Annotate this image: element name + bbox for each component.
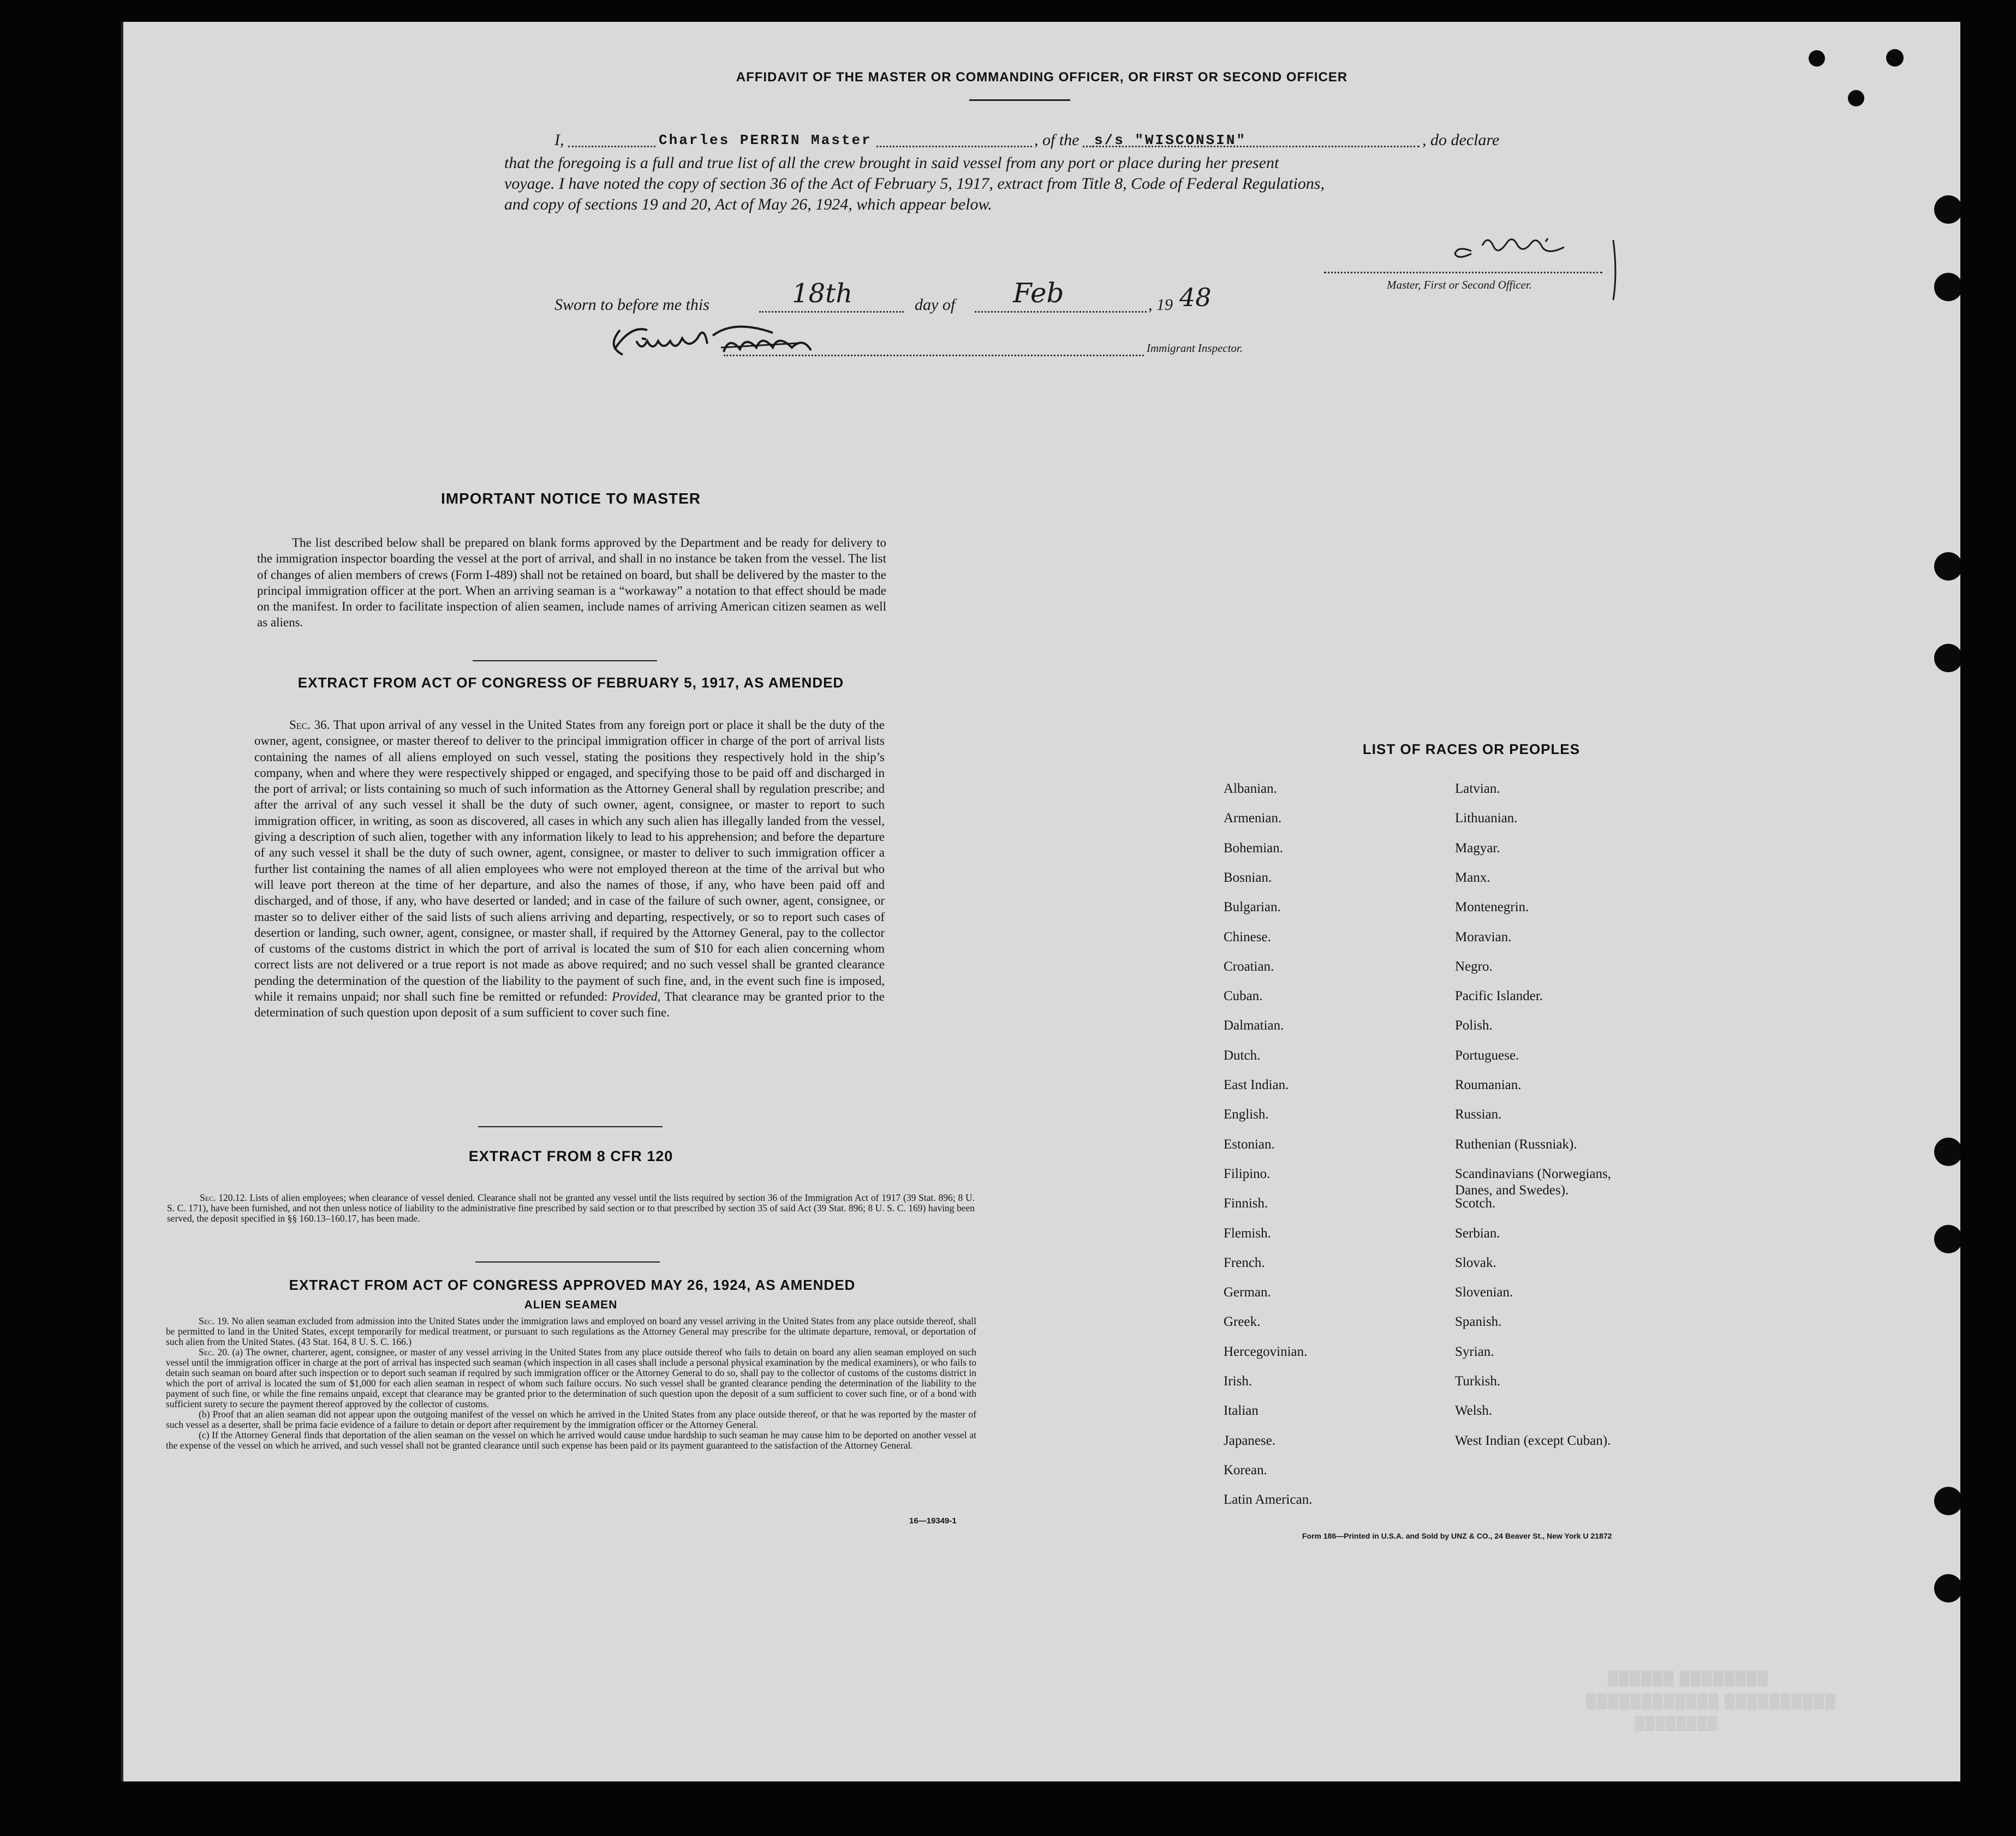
race-item: Dalmatian.: [1224, 1018, 1284, 1033]
race-item: Greek.: [1224, 1314, 1261, 1330]
notice-title: IMPORTANT NOTICE TO MASTER: [440, 490, 701, 507]
race-item: Slovak.: [1455, 1255, 1496, 1270]
of-the-text: , of the: [1032, 131, 1082, 149]
race-item: Danes, and Swedes).: [1455, 1182, 1569, 1198]
race-item: Syrian.: [1455, 1344, 1494, 1359]
race-item: Welsh.: [1455, 1403, 1493, 1419]
dotted-blank: [1092, 146, 1419, 147]
dotled-blank: [975, 311, 1147, 313]
race-item: Montenegrin.: [1455, 900, 1529, 915]
title-rule: [969, 99, 1070, 101]
races-title: LIST OF RACES OR PEOPLES: [1362, 741, 1580, 757]
race-item: Moravian.: [1455, 929, 1512, 944]
race-item: Italian: [1224, 1403, 1258, 1419]
race-item: Estonian.: [1224, 1137, 1275, 1152]
section-rule: [475, 1261, 660, 1263]
race-item: Latvian.: [1455, 781, 1500, 796]
faint-stamp: ▒▒▒▒▒▒ ▒▒▒▒▒▒▒▒: [1608, 1670, 1769, 1686]
punch-hole: [1934, 644, 1960, 672]
sworn-month: Feb: [1013, 277, 1064, 309]
race-item: Ruthenian (Russniak).: [1455, 1137, 1577, 1152]
race-item: Korean.: [1224, 1462, 1267, 1478]
race-item: East Indian.: [1224, 1078, 1289, 1092]
extract-1924-title: EXTRACT FROM ACT OF CONGRESS APPROVED MAY 26, 1924, AS AMENDED: [289, 1277, 856, 1293]
faint-stamp: ▒▒▒▒▒▒▒▒: [1635, 1716, 1719, 1731]
punch-hole: [1934, 1574, 1960, 1602]
document-page: [121, 22, 1960, 1781]
race-item: Flemish.: [1224, 1225, 1271, 1241]
cfr-body: Sec. 120.12. Lists of alien employees; when clearance of vessel denied. Clearance shall not be granted any vessel until the lists required by section 36 of the Immigration Act of 1917 (39 Stat. 896; 8 U. S. C. 171), have been furnished, and not then unless notice of liability to the administrative fine prescribed by said section or to that prescribed by section 35 of said Act (39 Stat. 896; 8 U. S. C. 169) having been served, the deposit specified in §§ 160.13–160.17, has been made.: [167, 1192, 975, 1224]
race-item: Filipino.: [1224, 1166, 1271, 1181]
sworn-text: Sworn to before me this: [554, 296, 709, 314]
dotted-blank: [759, 311, 904, 313]
race-item: Roumanian.: [1455, 1078, 1522, 1092]
race-item: Croatian.: [1224, 959, 1274, 974]
race-item: Dutch.: [1224, 1048, 1261, 1063]
race-item: Irish.: [1224, 1374, 1252, 1389]
race-item: Spanish.: [1455, 1314, 1502, 1330]
sec20b-text: (b) Proof that an alien seaman did not appear upon the outgoing manifest of the vessel on which he arrived in the United States from any place outside thereof, or that he was reported by the master of such vessel as a deserter, shall be prima facie evidence of a failure to detain or deport after requirement by the immigration officer or the Attorney General.: [166, 1409, 976, 1430]
extract-1917-title: EXTRACT FROM ACT OF CONGRESS OF FEBRUARY 5, 1917, AS AMENDED: [297, 674, 844, 691]
race-item: Serbian.: [1455, 1225, 1500, 1241]
year-prefix: , 19: [1148, 296, 1173, 314]
punch-hole: [1934, 1138, 1960, 1166]
race-item: Japanese.: [1224, 1433, 1276, 1448]
race-item: Manx.: [1455, 870, 1490, 885]
sec19-text: Sec. 19. No alien seaman excluded from admission into the United States under the immigration laws and employed on board any vessel arriving in the United States from any place outside thereof, shall be permitted to land in the United States, except temporarily for medical treatment, or pursuant to such regulations as the Attorney General may prescribe for the ultimate departure, removal, or deportation of such alien from the United States. (43 Stat. 164, 8 U. S. C. 166.): [166, 1315, 977, 1347]
affidavit-line-3: voyage. I have noted the copy of section 36 of the Act of February 5, 1917, extract from Title 8, Code of Federal Regulations,: [504, 175, 1325, 193]
section-rule: [473, 660, 657, 661]
race-item: Turkish.: [1455, 1374, 1501, 1389]
race-item: Slovenian.: [1455, 1285, 1513, 1300]
race-item: Bohemian.: [1224, 840, 1284, 856]
race-item: Scotch.: [1455, 1196, 1496, 1211]
race-item: West Indian (except Cuban).: [1455, 1433, 1611, 1448]
punch-hole: [1934, 1225, 1960, 1253]
extract-1917-body: Sec. 36. That upon arrival of any vessel in the United States from any foreign port or place it shall be the duty of the owner, agent, consignee, or master thereof to deliver to the principal immigration officer in charge of the port of arrival lists containing the names of all aliens employed on such vessel, stating the positions they respectively hold in the ship’s company, when and where they were respectively shipped or engaged, and specifying those to be paid off and discharged in the port of arrival; or lists containing so much of such information as the Attorney General shall by regulation prescribe; and after the arrival of any such vessel it shall be the duty of such owner, agent, consignee, or master to report to such immigration officer, in writing, as soon as discovered, all cases in which any such alien has illegally landed from the vessel, giving a description of such alien, together with any information likely to lead to his apprehension; and before the departure of any such vessel it shall be the duty of such owner, agent, consignee, or master to deliver to such immigration officer a further list containing the names of all alien employees who were not employed thereon at the time of the arrival but who will leave port thereon at the time of her departure, and also the names of those, if any, who have been paid off and discharged, and of those, if any, who have deserted or landed; and in case of the failure of such owner, agent, consignee, or master so to deliver either of the said lists of such aliens arriving and departing, respectively, or so to report such cases of desertion or landing, such owner, agent, consignee, or master shall, if required by the Attorney General, pay to the collector of customs of the customs district in which the port of arrival is located the sum of $10 for each alien concerning whom correct lists are not delivered or a true report is not made as above required; and no such vessel shall be granted clearance pending the determination of the question of the liability to the payment of such fine, and, in the event such fine is imposed, while it remains unpaid; nor shall such fine be remitted or refunded: Provided, That clearance may be granted prior to the determination of such question upon deposit of a sum sufficient to cover such fine.: [254, 718, 885, 1020]
punch-hole: [1886, 49, 1904, 67]
cfr-title: EXTRACT FROM 8 CFR 120: [468, 1148, 673, 1164]
vessel-name: s/s "WISCONSIN": [1092, 132, 1249, 148]
race-item: German.: [1224, 1285, 1271, 1300]
sec20a-text: Sec. 20. (a) The owner, charterer, agent, consignee, or master of any vessel arriving in the United States from any place outside thereof who fails to detain on board any alien seaman employed on such vessel until the immigration officer in charge at the port of arrival has inspected such seaman (which inspection in all cases shall include a personal physical examination by the medical examiners), or who fails to detain such seaman on board after such inspection or to deport such seaman if required by such immigration officer or the Attorney General to do so, shall pay to the collector of customs of the customs district in which the port of arrival is located the sum of $1,000 for each alien seaman in respect of whom such failure occurs. No such vessel shall be granted clearance pending the determination of the liability to the payment of such fine, or while the fine remains unpaid, except that clearance may be granted prior to the determination of such question upon the deposit of a sum sufficient to cover such fine, or of a bond with sufficient surety to secure the payment thereof approved by the collector of customs.: [166, 1347, 977, 1409]
affidavit-line-2: that the foregoing is a full and true list of all the crew brought in said vessel from any port or place during her present: [504, 154, 1279, 172]
notice-body: The list described below shall be prepared on blank forms approved by the Department and be ready for delivery to the immigration inspector boarding the vessel at the port of arrival, and shall in no instance be taken from the vessel. The list of changes of alien members of crews (Form I-489) shall not be retained on board, but shall be delivered by the master to the principal immigration officer at the port. When an arriving seaman is a “workaway” a notation to that effect should be made on the manifest. In order to facilitate inspection of alien seamen, include names of arriving American citizen seamen as well as aliens.: [257, 536, 886, 630]
master-label: Master, First or Second Officer.: [1387, 278, 1532, 291]
race-item: Cuban.: [1224, 989, 1263, 1004]
race-item: French.: [1224, 1255, 1265, 1270]
punch-hole: [1848, 90, 1864, 106]
race-item: Bulgarian.: [1224, 900, 1281, 915]
master-name: Charles PERRIN Master: [655, 132, 875, 148]
punch-hole: [1934, 552, 1960, 581]
inspector-signature-line: [724, 355, 1144, 356]
race-item: English.: [1224, 1107, 1269, 1122]
declare-text: , do declare: [1422, 131, 1500, 149]
master-signature-line: [1324, 272, 1602, 273]
affidavit-title: AFFIDAVIT OF THE MASTER OR COMMANDING OFFICER, OR FIRST OR SECOND OFFICER: [736, 70, 1348, 85]
race-item: Chinese.: [1224, 929, 1271, 944]
race-item: Lithuanian.: [1455, 811, 1518, 826]
extract-1924-body: [166, 1316, 976, 1451]
year-suffix: 48: [1179, 283, 1212, 312]
punch-hole: [1809, 50, 1825, 67]
race-item: Armenian.: [1224, 811, 1282, 826]
day-of-text: day of: [915, 296, 956, 314]
race-item: Pacific Islander.: [1455, 989, 1543, 1004]
affidavit-line-1: [554, 131, 564, 149]
section-rule: [478, 1126, 663, 1127]
race-item: Finnish.: [1224, 1196, 1268, 1211]
race-item: Albanian.: [1224, 781, 1277, 796]
punch-hole: [1934, 1487, 1960, 1515]
form-code: 16—19349-1: [909, 1516, 957, 1526]
affidavit-i: I,: [554, 131, 564, 149]
alien-seamen-subtitle: ALIEN SEAMEN: [524, 1299, 618, 1311]
punch-hole: [1934, 195, 1960, 224]
race-item: Latin American.: [1224, 1492, 1313, 1508]
race-item: Negro.: [1455, 959, 1493, 974]
master-signature: [1335, 226, 1630, 308]
race-item: Russian.: [1455, 1107, 1502, 1122]
punch-hole: [1934, 273, 1960, 301]
race-item: Scandinavians (Norwegians,: [1455, 1166, 1612, 1181]
race-item: Magyar.: [1455, 840, 1500, 856]
race-item: Hercegovinian.: [1224, 1344, 1308, 1359]
form-footer: Form 186—Printed in U.S.A. and Sold by UNZ & CO., 24 Beaver St., New York U 21872: [1302, 1532, 1612, 1540]
race-item: Bosnian.: [1224, 870, 1272, 885]
race-item: Polish.: [1455, 1018, 1493, 1033]
inspector-signature: [604, 319, 898, 368]
faint-stamp: ▒▒▒▒▒▒▒▒▒▒▒▒ ▒▒▒▒▒▒▒▒▒▒: [1586, 1693, 1836, 1709]
inspector-label: Immigrant Inspector.: [1147, 342, 1243, 355]
race-item: Portuguese.: [1455, 1048, 1519, 1063]
sec20c-text: (c) If the Attorney General finds that deportation of the alien seaman on the vessel on which he arrived would cause undue hardship to such seaman he may cause him to be deported on another vessel at the expense of the vessel on which he arrived, and such vessel shall not be granted clearance until such expense has been paid or its payment guaranteed to the satisfaction of the Attorney General.: [166, 1430, 976, 1451]
affidavit-line-4: and copy of sections 19 and 20, Act of May 26, 1924, which appear below.: [504, 195, 992, 213]
sworn-day: 18th: [792, 278, 853, 309]
